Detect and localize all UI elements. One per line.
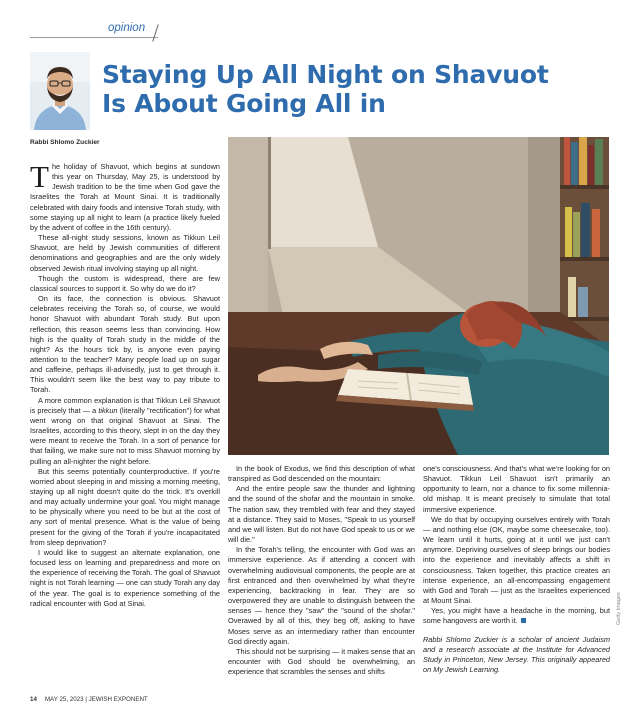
author-bio: Rabbi Shlomo Zuckier is a scholar of ancient Judaism and a research associate at the Institute for Advanced Study in Princeton, New Jersey. This originally appeared on My Jewish Learning. <box>423 634 610 674</box>
issue-line: MAY 25, 2023 | JEWISH EXPONENT <box>44 696 148 703</box>
paragraph: Yes, you might have a headache in the morning, but some hangovers are worth it. <box>423 606 610 626</box>
article-column-2 <box>228 464 415 677</box>
paragraph: The holiday of Shavuot, which begins at sundown this year on Thursday, May 25, is understood by Jewish tradition to be the time when God gave the Israelites the Torah at Mount Sinai. It is traditionally celebrated with dairy foods and intensive Torah study, with some staying up all night to learn (a practice likely fueled by the advent of coffee in the 16th century). <box>30 159 220 232</box>
paragraph: In the book of Exodus, we find this description of what transpired as God descended on the mountain: <box>228 464 415 484</box>
paragraph: In the Torah's telling, the encounter with God was an immersive experience. As if attending a concert with overwhelming audiovisual components, the people are at first entranced and then overwhelmed by what they're experiencing, backtracking in fear. They are so overpowered they are unable to distinguish between the senses — hence they "saw" the "sound of the shofar." Overawed by all of this, they beg off, asking to have Moses serve as an intermediary rather than encounter God directly again. <box>228 545 415 646</box>
headline-line-1: Staying Up All Night on Shavuot <box>102 60 549 89</box>
block-quote: And the entire people saw the thunder and lightning and the sound of the shofar and the mountain in smoke. The nation saw, they trembled with fear and they stayed at a distance. They said to Moses, "Speak to us yourself and we will listen. But do not have God speak to us or we will die." <box>228 484 415 545</box>
tikkun-term: tikkun <box>98 405 118 415</box>
author-photo <box>30 52 90 130</box>
section-label: opinion <box>108 22 146 34</box>
article-column-1 <box>30 159 220 609</box>
headline <box>102 60 622 118</box>
paragraph: We do that by occupying ourselves entirely with Torah — and nothing else (OK, maybe some cheesecake, too). We learn until it hurts, going at it until we just can't anymore. Depriving ourselves of sleep brings our bodies into the experience and inevitably affects a shift in consciousness. Taken together, this practice creates an intense experience, an all-encompassing engagement with God and Torah — just as the Israelites experienced at Mount Sinai. <box>423 514 610 606</box>
end-mark-icon <box>521 618 526 623</box>
headline-line-2: Is About Going All in <box>102 89 386 118</box>
paragraph: Though the custom is widespread, there are few classical sources to support it. So why do we do it? <box>30 273 220 293</box>
paragraph: But this seems potentially counterproductive. If you're worried about sleeping in and missing a morning meeting, staying up all night doesn't quite do the trick. It's overkill and may actually undermine your goal. You might manage to be physically where you need to be but at the cost of any sort of mental presence. What is the value of being present for the giving of the Torah if you're incapacitated from sleep deprivation? <box>30 466 220 547</box>
paragraph: I would like to suggest an alternate explanation, one focused less on learning and preparedness and more on the experience of receiving the Torah. The goal of Shavuot night is not Torah learning — one can study Torah any day of the year. The goal is to experience something of the radical encounter with God at Sinai. <box>30 547 220 608</box>
page-number: 14 <box>30 696 37 703</box>
illustration-sleeping-reader <box>228 137 609 455</box>
illustration-image <box>228 137 609 455</box>
paragraph: This should not be surprising — it makes sense that an encounter with God should be overwhelming, an experience that scrambles the senses and shifts <box>228 646 415 677</box>
section-slash <box>152 24 159 41</box>
paragraph: On its face, the connection is obvious. Shavuot celebrates receiving the Torah so, of course, we would honor Shavuot with abundant Torah study. But upon reflection, this reason seems less than convincing. How high is the quality of Torah study in the middle of the night? As the hours tick by, is anyone even paying attention to the teacher? Many people load up on sugar and caffeine, perhaps ill-advisedly, just to get through it. This wouldn't seem like the best way to pay tribute to Torah. <box>30 294 220 395</box>
author-portrait-image <box>30 52 90 130</box>
paragraph: A more common explanation is that Tikkun Leil Shavuot is precisely that — a tikkun (literally "rectification") for what went wrong on that original Shavuot at Sinai. The Israelites, according to this theory, slept in on the day they were meant to receive the Torah. In a sort of penance for that failing, we make sure not to miss Shavuot morning by pulling an all-nighter the night before. <box>30 395 220 466</box>
byline: Rabbi Shlomo Zuckier <box>30 139 100 146</box>
drop-cap: T <box>30 159 49 194</box>
article-column-3 <box>423 464 610 675</box>
page-footer <box>30 696 148 703</box>
section-rule <box>30 37 158 38</box>
photo-credit: Getty Images <box>616 592 622 625</box>
paragraph: one's consciousness. And that's what we're looking for on Shavuot. Tikkun Leil Shavuot isn't primarily an opportunity to learn, nor a chance to fix some millennia-old mishap. It is meant precisely to simulate that total immersive experience. <box>423 464 610 514</box>
paragraph: These all-night study sessions, known as Tikkun Leil Shavuot, are held by Jewish communities of different denominations and geographies and are the only widely observed Jewish ritual involving staying up all night. <box>30 233 220 273</box>
